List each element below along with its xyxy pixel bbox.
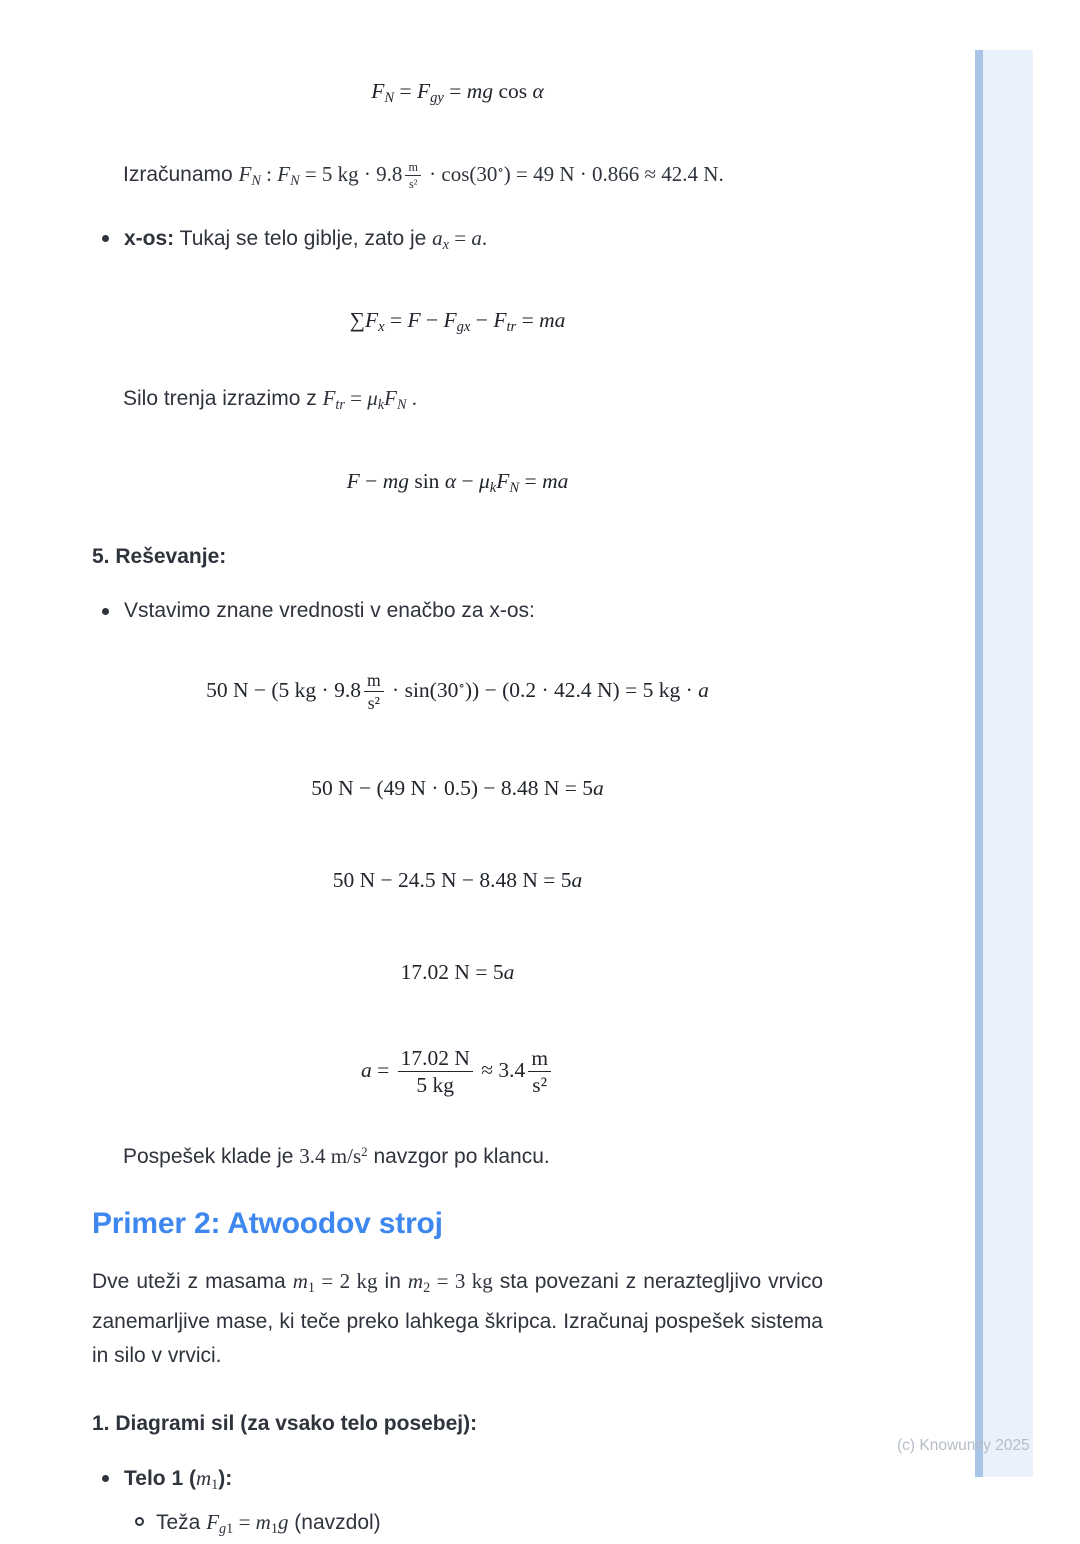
bullet-dot-icon bbox=[102, 1475, 109, 1482]
formula-line: F − mg sin α − μkFN = ma bbox=[346, 468, 569, 496]
document-content bbox=[92, 73, 823, 1544]
scrollbar-track[interactable] bbox=[975, 50, 1033, 1477]
section-heading: 1. Diagrami sil (za vsako telo posebej): bbox=[92, 1411, 478, 1435]
math-fraction: $\frac{m}{\text{s²}}$ bbox=[364, 670, 384, 714]
example-heading: Primer 2: Atwoodov stroj bbox=[92, 1206, 443, 1240]
bullet-item bbox=[92, 223, 823, 260]
formula-line: 50 N − 24.5 N − 8.48 N = 5a bbox=[332, 867, 583, 892]
copyright-watermark: (c) Knowunity 2025 bbox=[897, 1437, 1030, 1454]
text-line: Pospešek klade je 3.4 $m/s^2$ navzgor po klancu. bbox=[123, 1143, 550, 1168]
sub-bullet-item bbox=[92, 1507, 823, 1544]
math-fraction: $\frac{m}{\text{s²}}$ bbox=[405, 160, 420, 191]
text-line: Silo trenja izrazimo z Ftr = μkFN . bbox=[123, 385, 417, 413]
bullet-dot-icon bbox=[102, 608, 109, 615]
line-text: Telo 1 (m1): bbox=[124, 1465, 233, 1493]
formula-line: 50 N − (5 kg · 9.8 $\frac{m}{\text{s²}}$ · sin(30∘)) − (0.2 · 42.4 N) = 5 kg · a bbox=[206, 670, 709, 714]
bullet-dot-icon bbox=[102, 235, 109, 242]
section-heading: 5. Reševanje: bbox=[92, 544, 227, 568]
math-fraction: $\frac{m}{\text{s²}}$ bbox=[528, 1046, 551, 1098]
formula-line: 17.02 N = 5a bbox=[400, 959, 515, 984]
formula-line: 50 N − (49 N · 0.5) − 8.48 N = 5a bbox=[311, 775, 604, 800]
formula-line: FN = Fgy = mg cos α bbox=[371, 79, 544, 107]
line-text: Teža Fg1 = m1g (navzdol) bbox=[156, 1509, 381, 1537]
line-text: x-os: Tukaj se telo giblje, zato je ax = a. bbox=[124, 225, 488, 253]
circle-bullet-icon bbox=[135, 1517, 144, 1526]
paragraph: Dve uteži z masama m1 = 2 kg in m2 = 3 kg sta povezani z neraztegljivo vrvico zanemarljive mase, ki teče preko lahkega škripca. Izračunaj pospešek sistema in silo v vrvici. bbox=[92, 1268, 824, 1367]
bullet-item bbox=[92, 596, 823, 626]
math-fraction: $\frac{17.02 N}{5 kg}$ bbox=[398, 1046, 473, 1098]
bullet-item bbox=[92, 1463, 823, 1500]
text-line: Izračunamo FN : FN = 5 kg · 9.8 $\frac{m}{\text{s²}}$ · cos(30∘) = 49 N · 0.866 ≈ 42.4 N. bbox=[123, 159, 724, 191]
formula-line: ∑Fx = F − Fgx − Ftr = ma bbox=[349, 307, 566, 335]
formula-line: a = $\frac{17.02 N}{5 kg}$ ≈ 3.4 $\frac{m}{\text{s²}}$ bbox=[92, 1046, 823, 1098]
scrollbar-thumb[interactable] bbox=[975, 50, 983, 1477]
line-text: Vstavimo znane vrednosti v enačbo za x-os: bbox=[124, 598, 535, 622]
